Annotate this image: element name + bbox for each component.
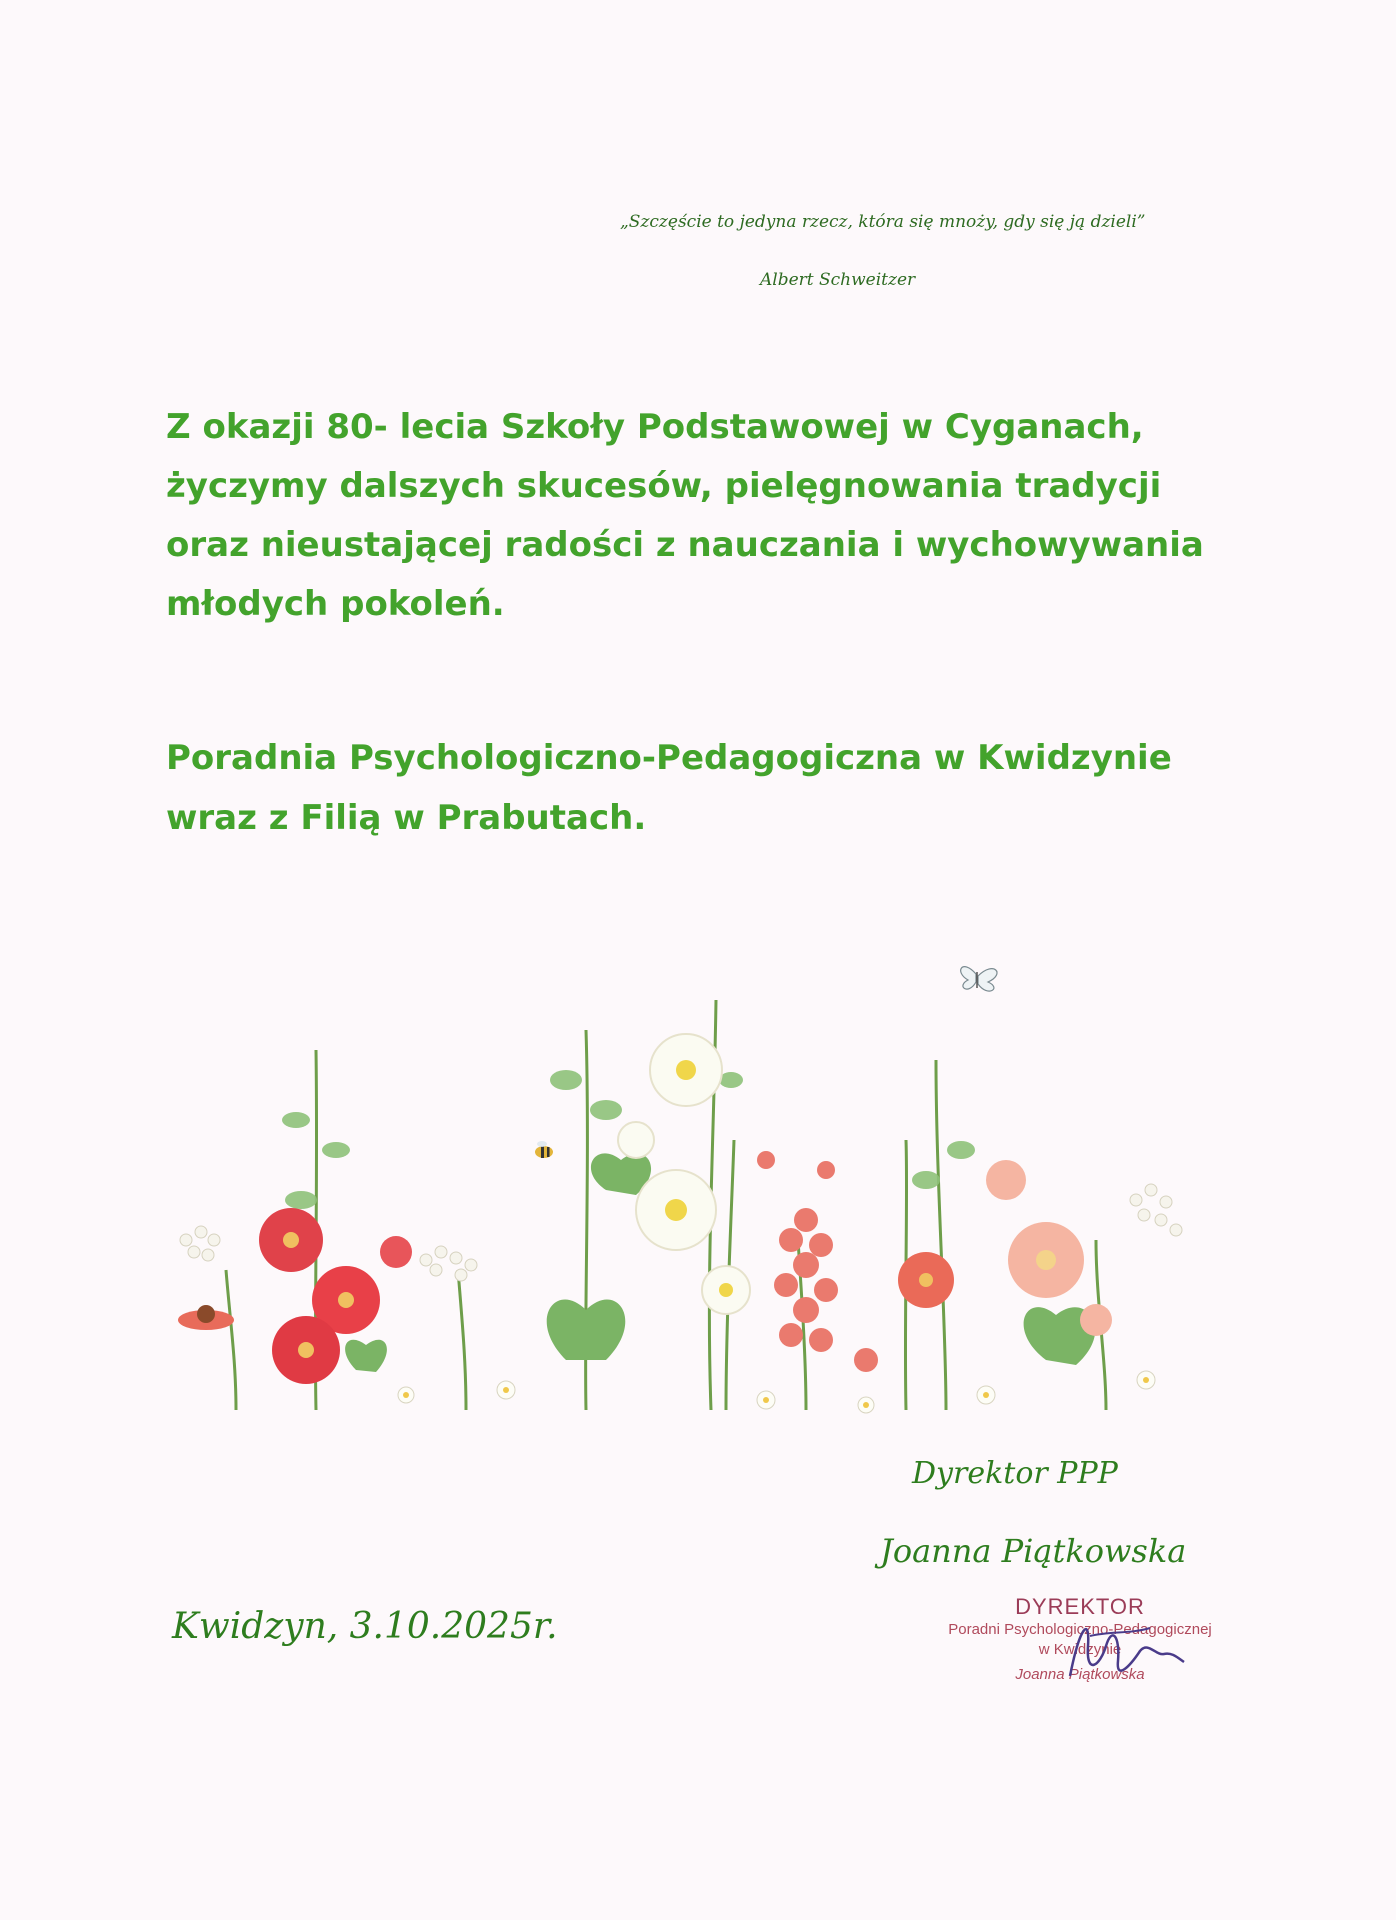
sender-line: wraz z Filią w Prabutach. bbox=[166, 798, 647, 838]
stamp-line: w Kwidzynie bbox=[1038, 1641, 1122, 1658]
greeting-line: Z okazji 80- lecia Szkoły Podstawowej w Cyganach, bbox=[166, 407, 1144, 447]
stamp-name: Joanna Piątkowska bbox=[1015, 1666, 1145, 1683]
handwritten-signature bbox=[1060, 1606, 1190, 1696]
greeting-paragraph bbox=[166, 398, 1226, 634]
sender-paragraph bbox=[166, 728, 1226, 848]
greeting-line: oraz nieustającej radości z nauczania i wychowywania bbox=[166, 525, 1204, 565]
director-name: Joanna Piątkowska bbox=[880, 1532, 1187, 1570]
quote-author: Albert Schweitzer bbox=[760, 270, 916, 290]
stamp-line: Poradni Psychologiczno-Pedagogicznej bbox=[948, 1621, 1212, 1638]
director-title: Dyrektor PPP bbox=[912, 1456, 1118, 1491]
greeting-line: życzymy dalszych skucesów, pielęgnowania tradycji bbox=[166, 466, 1162, 506]
place-and-date: Kwidzyn, 3.10.2025r. bbox=[172, 1606, 558, 1647]
bee-icon bbox=[535, 1141, 553, 1158]
greeting-line: młodych pokoleń. bbox=[166, 584, 505, 624]
butterfly-icon bbox=[961, 967, 997, 991]
stamp-title: DYREKTOR bbox=[1015, 1594, 1145, 1619]
wildflower-meadow-illustration bbox=[166, 940, 1200, 1440]
sender-line: Poradnia Psychologiczno-Pedagogiczna w Kwidzynie bbox=[166, 738, 1172, 778]
quote-text: „Szczęście to jedyna rzecz, która się mnoży, gdy się ją dzieli” bbox=[620, 212, 1146, 232]
